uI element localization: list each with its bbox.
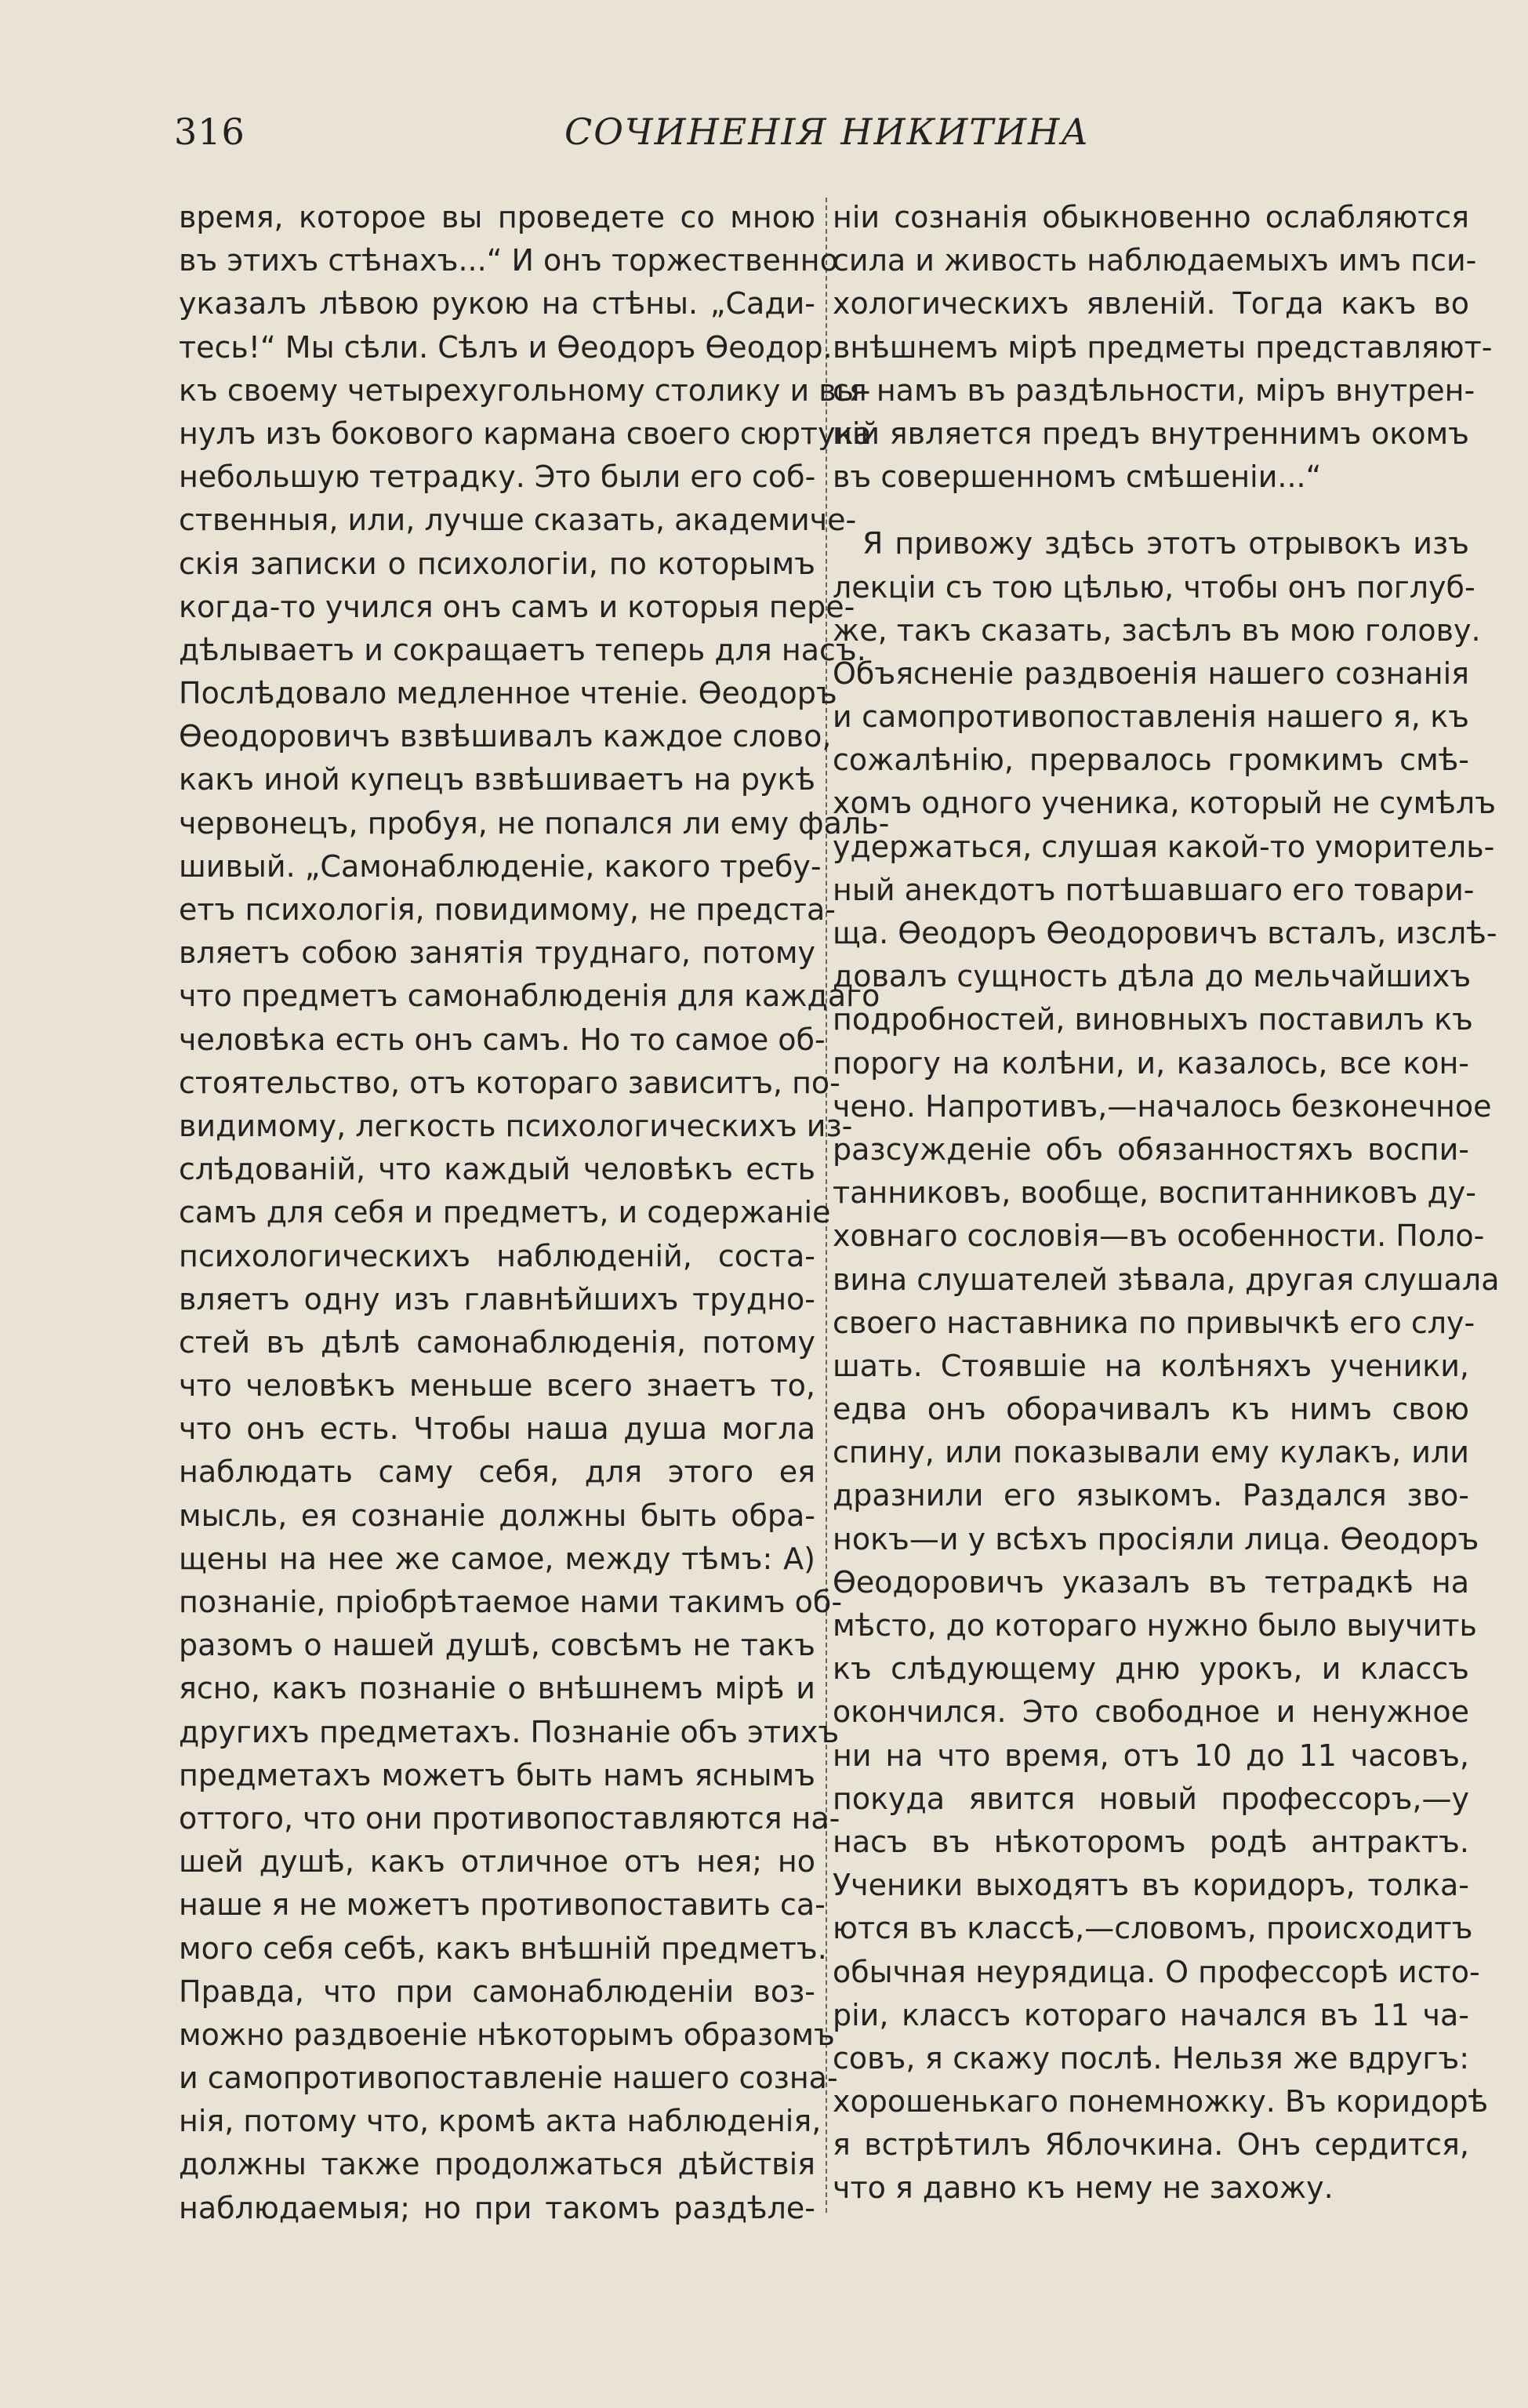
text-line: хорошенькаго понемножку. Въ коридорѣ (833, 2084, 1489, 2119)
text-line: шей душѣ, какъ отличное отъ нея; но (179, 1844, 815, 1880)
text-line: Правда, что при самонаблюденіи воз- (179, 1974, 815, 2009)
text-line: Я привожу здѣсь этотъ отрывокъ изъ (862, 526, 1469, 561)
text-line: Өеодоровичъ взвѣшивалъ каждое слово, (179, 719, 832, 754)
text-line: ніи сознанія обыкновенно ослабляются (833, 200, 1469, 234)
text-line: чено. Напротивъ,—началось безконечное (833, 1088, 1492, 1124)
text-line: что человѣкъ меньше всего знаетъ то, (179, 1368, 815, 1404)
text-line: скія записки о психологіи, по которымъ (179, 546, 815, 581)
text-line: и самопротивопоставленія нашего я, къ (833, 699, 1469, 735)
text-line: должны также продолжаться дѣйствія (179, 2147, 815, 2182)
text-line: нокъ—и у всѣхъ просіяли лица. Өеодоръ (833, 1521, 1479, 1556)
text-line: время, которое вы проведете со мною (179, 200, 815, 234)
text-line: видимому, легкость психологическихъ из- (179, 1108, 853, 1143)
text-line: окончился. Это свободное и ненужное (833, 1694, 1469, 1730)
text-line: другихъ предметахъ. Познаніе объ этихъ (179, 1714, 840, 1749)
text-line: въ совершенномъ смѣшеніи...“ (833, 459, 1322, 495)
text-line: ясно, какъ познаніе о внѣшнемъ мірѣ и (179, 1671, 815, 1706)
text-line: Объясненіе раздвоенія нашего сознанія (833, 656, 1469, 691)
text-line: Ученики выходятъ въ коридоръ, толка- (833, 1868, 1469, 1903)
text-line: что я давно къ нему не захожу. (833, 2170, 1334, 2206)
text-line: въ этихъ стѣнахъ...“ И онъ торжественно (179, 243, 838, 278)
paragraph-continuation (833, 196, 1493, 499)
text-line: насъ въ нѣкоторомъ родѣ антрактъ. (833, 1824, 1469, 1859)
text-line: наше я не можетъ противопоставить са- (179, 1887, 826, 1923)
text-line: лекціи съ тою цѣлью, чтобы онъ поглуб- (833, 569, 1475, 605)
text-line: мѣсто, до котораго нужно было выучить (833, 1608, 1477, 1643)
text-line: наблюдать саму себя, для этого ея (179, 1455, 815, 1490)
text-line: дразнили его языкомъ. Раздался зво- (833, 1478, 1469, 1513)
text-line: разсужденіе объ обязанностяхъ воспи- (833, 1131, 1469, 1167)
text-line: тесь!“ Мы сѣли. Сѣлъ и Өеодоръ Өеодор. (179, 329, 833, 365)
text-line: ріи, классъ котораго начался въ 11 ча- (833, 1997, 1469, 2032)
text-line: обычная неурядица. О профессорѣ исто- (833, 1954, 1480, 1989)
right-column (833, 196, 1500, 2210)
paragraph (833, 522, 1500, 2210)
text-line: спину, или показывали ему кулакъ, или (833, 1435, 1469, 1470)
text-line: стоятельство, отъ котораго зависитъ, по- (179, 1065, 840, 1100)
text-line: ни на что время, отъ 10 до 11 часовъ, (833, 1738, 1469, 1773)
paragraph-gap (833, 499, 1469, 522)
text-line: психологическихъ наблюденій, соста- (179, 1238, 815, 1273)
text-line: человѣка есть онъ самъ. Но то самое об- (179, 1022, 826, 1057)
text-line: предметахъ можетъ быть намъ яснымъ (179, 1757, 815, 1792)
text-line: Өеодоровичъ указалъ въ тетрадкѣ на (833, 1564, 1469, 1600)
text-line: червонецъ, пробуя, не попался ли ему фаль- (179, 805, 890, 841)
text-line: что онъ есть. Чтобы наша душа могла (179, 1411, 815, 1447)
text-line: слѣдованій, что каждый человѣкъ есть (179, 1152, 815, 1187)
running-title: СОЧИНЕНІЯ НИКИТИНА (564, 111, 1091, 153)
text-line: щены на нее же самое, между тѣмъ: А) (179, 1541, 815, 1576)
text-line: самъ для себя и предметъ, и содержаніе (179, 1195, 831, 1230)
text-line: къ своему четырехугольному столику и вы- (179, 372, 871, 408)
text-line: мого себя себѣ, какъ внѣшній предметъ. (179, 1930, 827, 1966)
text-line: покуда явится новый профессоръ,—у (833, 1781, 1469, 1816)
text-line: ній является предъ внутреннимъ окомъ (833, 416, 1469, 451)
page-number: 316 (174, 111, 245, 153)
text-line: сожалѣнію, прервалось громкимъ смѣ- (833, 743, 1469, 778)
text-line: внѣшнемъ мірѣ предметы представляют- (833, 329, 1493, 365)
text-line: подробностей, виновныхъ поставилъ къ (833, 1002, 1473, 1037)
text-line: къ слѣдующему дню урокъ, и классъ (833, 1651, 1469, 1687)
text-line: же, такъ сказать, засѣлъ въ мою голову. (833, 612, 1481, 648)
text-line: указалъ лѣвою рукою на стѣны. „Сади- (179, 286, 815, 321)
text-line: оттого, что они противопоставляются на- (179, 1800, 840, 1836)
text-line: что предметъ самонаблюденія для каждаго (179, 979, 880, 1014)
text-line: дѣлываетъ и сокращаетъ теперь для насъ. (179, 632, 866, 667)
text-line: ственныя, или, лучше сказать, академиче- (179, 503, 857, 538)
text-line: вляетъ одну изъ главнѣйшихъ трудно- (179, 1281, 815, 1317)
text-line: я встрѣтилъ Яблочкина. Онъ сердится, (833, 2127, 1469, 2163)
text-line: и самопротивопоставленіе нашего созна- (179, 2061, 838, 2096)
text-line: разомъ о нашей душѣ, совсѣмъ не такъ (179, 1628, 815, 1663)
text-line: нулъ изъ бокового кармана своего сюртука (179, 416, 872, 451)
text-line: можно раздвоеніе нѣкоторымъ образомъ (179, 2017, 835, 2052)
text-line: ются въ классѣ,—словомъ, происходитъ (833, 1911, 1473, 1946)
text-line: танниковъ, вообще, воспитанниковъ ду- (833, 1175, 1476, 1211)
text-line: наблюдаемыя; но при такомъ раздѣле- (179, 2190, 815, 2225)
text-line: совъ, я скажу послѣ. Нельзя же вдругъ: (833, 2040, 1469, 2076)
text-line: познаніе, пріобрѣтаемое нами такимъ об- (179, 1585, 843, 1619)
text-line: мысль, ея сознаніе должны быть обра- (179, 1498, 815, 1533)
text-line: нія, потому что, кромѣ акта наблюденія, (179, 2104, 822, 2139)
text-line: порогу на колѣни, и, казалось, все кон- (833, 1045, 1469, 1081)
text-line: ный анекдотъ потѣшавшаго его товари- (833, 872, 1475, 907)
text-line: едва онъ оборачивалъ къ нимъ свою (833, 1392, 1469, 1427)
text-line: довалъ сущность дѣла до мельчайшихъ (833, 959, 1472, 994)
text-line: вина слушателей зѣвала, другая слушала (833, 1262, 1500, 1297)
text-line: сила и живость наблюдаемыхъ имъ пси- (833, 243, 1477, 278)
text-line: небольшую тетрадку. Это были его соб- (179, 459, 816, 495)
text-line: какъ иной купецъ взвѣшиваетъ на рукѣ (179, 762, 815, 797)
text-line: своего наставника по привычкѣ его слу- (833, 1305, 1475, 1340)
text-line: ховнаго сословія—въ особенности. Поло- (833, 1219, 1485, 1254)
text-line: шивый. „Самонаблюденіе, какого требу- (179, 848, 822, 884)
text-line: ща. Өеодоръ Өеодоровичъ всталъ, изслѣ- (833, 916, 1497, 950)
text-line: етъ психологія, повидимому, не предста- (179, 892, 837, 927)
text-line: стей въ дѣлѣ самонаблюденія, потому (179, 1324, 815, 1360)
left-column (179, 196, 890, 2230)
text-line: хологическихъ явленій. Тогда какъ во (833, 286, 1469, 321)
text-line: Послѣдовало медленное чтеніе. Өеодоръ (179, 676, 837, 711)
text-line: когда-то учился онъ самъ и которыя пере- (179, 589, 855, 624)
text-line: шать. Стоявшіе на колѣняхъ ученики, (833, 1348, 1469, 1383)
text-line: хомъ одного ученика, который не сумѣлъ (833, 786, 1497, 821)
text-line: вляетъ собою занятія труднаго, потому (179, 935, 815, 971)
text-line: ся намъ въ раздѣльности, міръ внутрен- (833, 372, 1475, 408)
text-line: удержаться, слушая какой-то уморитель- (833, 829, 1495, 864)
